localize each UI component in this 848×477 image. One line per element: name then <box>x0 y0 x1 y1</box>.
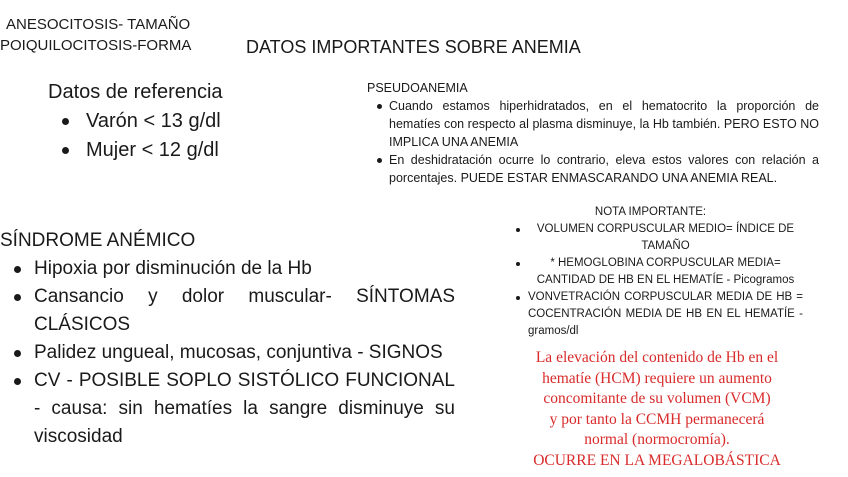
reference-list <box>86 107 223 165</box>
list-item: CV - POSIBLE SOPLO SISTÓLICO FUNCIONAL - causa: sin hematíes la sangre disminuye su viscosidad <box>34 367 455 451</box>
poikilocytosis-note: POIQUILOCITOSIS-FORMA <box>0 37 192 54</box>
list-item: * HEMOGLOBINA CORPUSCULAR MEDIA= CANTIDAD DE HB EN EL HEMATÍE - Picogramos <box>528 255 803 289</box>
reference-section <box>48 78 223 165</box>
list-item: Palidez ungueal, mucosas, conjuntiva - SIGNOS <box>34 339 455 367</box>
red-note-line: concomitante de su volumen (VCM) <box>543 390 771 407</box>
red-note-line: normal (normocromía). <box>584 431 730 448</box>
list-item: VOLUMEN CORPUSCULAR MEDIO= ÍNDICE DE TAMAÑO <box>528 221 803 255</box>
syndrome-heading: SÍNDROME ANÉMICO <box>0 230 196 251</box>
list-item: Mujer < 12 g/dl <box>86 136 223 165</box>
reference-heading: Datos de referencia <box>48 81 223 103</box>
top-left-notes <box>0 14 191 56</box>
syndrome-list <box>34 255 455 451</box>
list-item: Cansancio y dolor muscular- SÍNTOMAS CLÁSICOS <box>34 283 455 339</box>
red-note-line: La elevación del contenido de Hb en el <box>535 349 779 366</box>
red-note <box>508 348 806 471</box>
note-list <box>528 221 803 340</box>
list-item: VONVETRACIÓN CORPUSCULAR MEDIA DE HB = COCENTRACIÓN MEDIA DE HB EN EL HEMATÍE - gramos/dl <box>528 289 803 340</box>
list-item: Cuando estamos hiperhidratados, en el hematocrito la proporción de hematíes con respecto al plasma disminuye, la Hb también. PERO ESTO NO IMPLICA UNA ANEMIA <box>389 99 819 149</box>
red-note-line: y por tanto la CCMH permanecerá <box>549 410 765 428</box>
pseudoanemia-list <box>389 97 819 187</box>
important-note-section <box>498 204 803 340</box>
list-item: Varón < 13 g/dl <box>86 107 223 136</box>
note-heading: NOTA IMPORTANTE: <box>594 206 707 218</box>
list-item: En deshidratación ocurre lo contrario, eleva estos valores con relación a porcentajes. PUEDE ESTAR ENMASCARANDO UNA ANEMIA REAL. <box>389 153 819 185</box>
pseudoanemia-heading: PSEUDOANEMIA <box>367 81 468 95</box>
syndrome-section <box>0 227 455 451</box>
red-note-line: OCURRE EN LA MEGALOBÁSTICA <box>533 451 781 469</box>
red-note-line: hematíe (HCM) requiere un aumento <box>542 369 772 387</box>
page-title: DATOS IMPORTANTES SOBRE ANEMIA <box>246 37 581 57</box>
anisocytosis-note: ANESOCITOSIS- TAMAÑO <box>6 16 191 33</box>
list-item: Hipoxia por disminución de la Hb <box>34 255 455 283</box>
pseudoanemia-section <box>367 79 819 187</box>
